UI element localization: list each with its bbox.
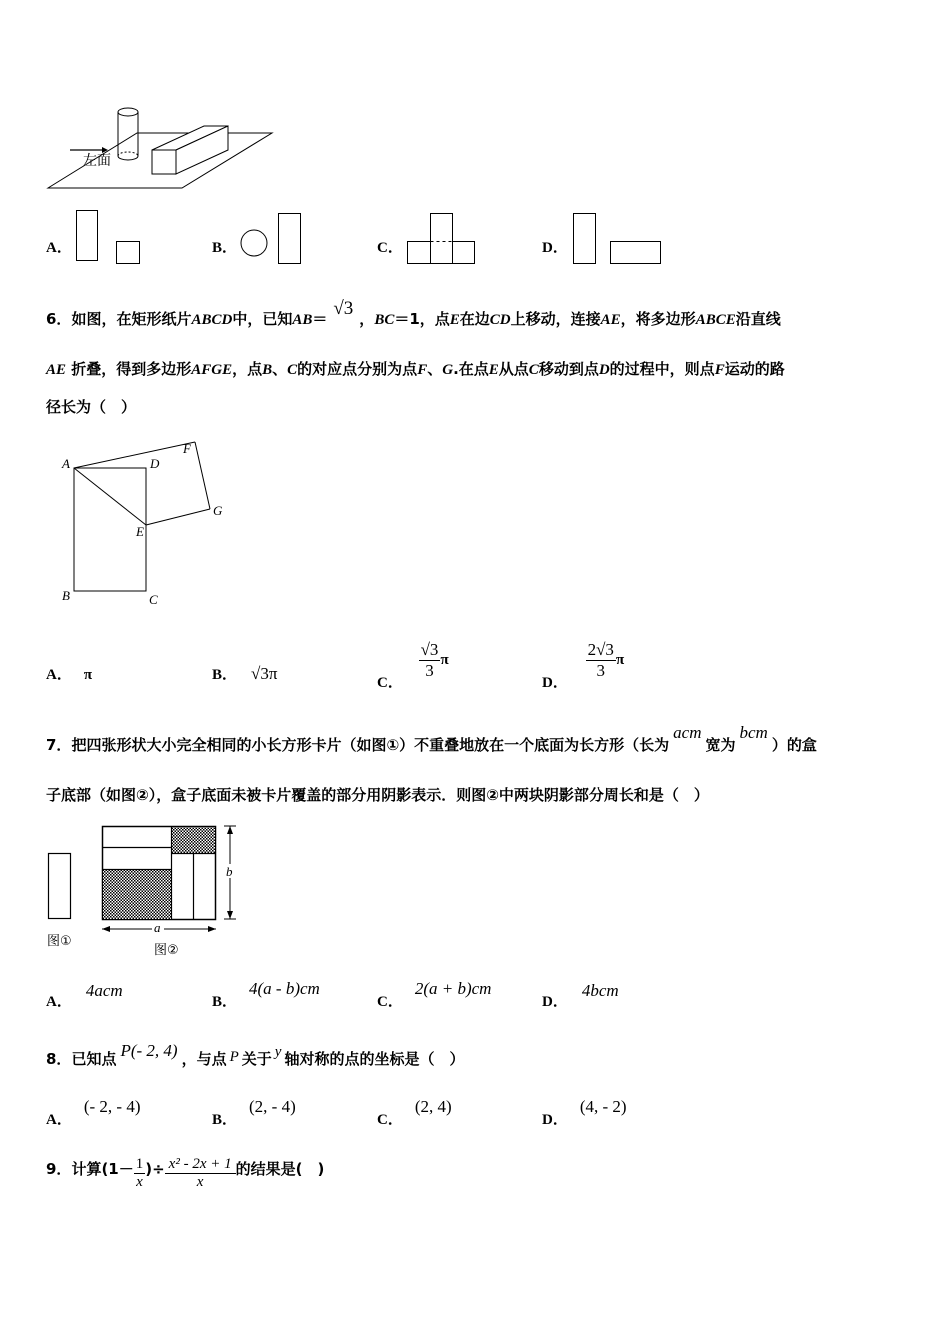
- q8-line: [46, 1041, 465, 1069]
- q5-option-a-label[interactable]: A．: [46, 240, 72, 256]
- q8-option-b-label: B．: [212, 1112, 238, 1128]
- q8-text: ，与点: [181, 1050, 227, 1068]
- q6-option-d-denominator: 3: [596, 661, 606, 680]
- q8-option-c[interactable]: [377, 1097, 452, 1129]
- q6-e: E: [488, 362, 499, 378]
- q7-figure1-caption: 图①: [47, 934, 72, 949]
- q6-label-d: D: [150, 456, 160, 471]
- q6-g: G: [442, 362, 454, 378]
- q6-line2: [46, 358, 785, 379]
- q8-option-a-value: (- 2, - 4): [83, 1097, 141, 1116]
- q6-option-b[interactable]: [212, 663, 277, 684]
- q6-option-c-denominator: 3: [425, 661, 434, 680]
- q7-option-d[interactable]: [542, 981, 619, 1011]
- q7-acm: acm: [673, 723, 702, 742]
- q6-option-a-label: A．: [46, 667, 72, 683]
- q6-text: 中，已知: [232, 310, 293, 328]
- q7-text: ）的盒: [771, 736, 817, 754]
- q6-abcd: ABCD: [191, 312, 233, 328]
- q6-text: ＝1，点: [394, 310, 450, 328]
- q7-option-b[interactable]: [212, 979, 320, 1011]
- q8-y: y: [274, 1044, 282, 1060]
- q8-option-b-value: (2, - 4): [249, 1097, 296, 1116]
- q7-option-d-value: 4bcm: [581, 981, 619, 1000]
- q8-number: 8．: [46, 1050, 72, 1068]
- q6-option-d-numerator: 2√3: [587, 640, 614, 659]
- q7-option-d-label: D．: [542, 994, 568, 1010]
- q6-abce: ABCE: [695, 312, 736, 328]
- q7-label-b: b: [226, 864, 233, 879]
- q6-label-b: B: [62, 588, 70, 603]
- q6-option-c-fraction: [419, 640, 441, 681]
- q6-text: .在点: [453, 360, 489, 378]
- q7-figure2-caption: 图②: [154, 943, 179, 958]
- q6-label-e: E: [136, 524, 144, 539]
- q9-fraction-1: [134, 1156, 146, 1191]
- q8-option-c-value: (2, 4): [414, 1097, 452, 1116]
- q8-option-a-label: A．: [46, 1112, 72, 1128]
- q6-bc: BC: [374, 312, 395, 328]
- q6-option-b-label: B．: [212, 667, 238, 683]
- q9-fraction-2-numerator: x² - 2x + 1: [165, 1156, 236, 1174]
- q6-option-a-value: π: [83, 667, 93, 683]
- q6-c: C: [287, 362, 298, 378]
- q6-text: 运动的路: [724, 360, 785, 378]
- q6-option-c[interactable]: [377, 640, 449, 691]
- q9-text: 的结果是( ): [235, 1160, 325, 1178]
- q7-line2: 子底部（如图②），盒子底面未被卡片覆盖的部分用阴影表示．则图②中两块阴影部分周长和是（ ）: [46, 786, 709, 804]
- q9-fraction-1-numerator: 1: [135, 1156, 144, 1172]
- q6-ab: AB: [292, 312, 313, 328]
- q7-figures: [44, 820, 254, 960]
- q8-option-a[interactable]: [46, 1097, 141, 1129]
- q6-f: F: [417, 362, 428, 378]
- q6-label-a: A: [62, 456, 70, 471]
- q9-line: [46, 1156, 324, 1191]
- q6-afge: AFGE: [191, 362, 233, 378]
- q6-sqrt3: √3: [333, 298, 354, 319]
- q6-text: 上移动，连接: [510, 310, 601, 328]
- q6-d: D: [598, 362, 610, 378]
- q6-text: 折叠，得到多边形: [66, 360, 192, 378]
- q5-option-c-label[interactable]: C．: [377, 240, 403, 256]
- q6-text: 沿直线: [735, 310, 781, 328]
- q8-text: 轴对称的点的坐标是（ ）: [284, 1050, 465, 1068]
- q6-label-g: G: [213, 503, 223, 518]
- q6-number: 6．: [46, 310, 72, 328]
- q6-fold-figure: [55, 435, 235, 615]
- q8-option-c-label: C．: [377, 1112, 403, 1128]
- q7-line1: [46, 723, 817, 755]
- q9-text: )÷: [145, 1160, 165, 1178]
- q6-text: ，: [359, 310, 375, 328]
- q8-option-d-value: (4, - 2): [579, 1097, 627, 1116]
- q6-text: 的对应点分别为点: [297, 360, 418, 378]
- q6-option-c-numerator: √3: [420, 640, 439, 659]
- q6-f: F: [714, 362, 725, 378]
- q7-text: 把四张形状大小完全相同的小长方形卡片（如图①）不重叠地放在一个底面为长方形（长为: [71, 736, 670, 754]
- q6-text: ＝: [312, 310, 328, 328]
- q9-text: 计算(1－: [71, 1160, 134, 1178]
- q7-text: 宽为: [705, 736, 736, 754]
- q9-fraction-1-denominator: x: [136, 1174, 143, 1190]
- q6-text: 移动到点: [538, 360, 599, 378]
- q6-line1: [46, 298, 781, 330]
- q5-option-b-label[interactable]: B．: [212, 240, 238, 256]
- q6-option-a[interactable]: [46, 663, 92, 684]
- q7-option-c-value: 2(a + b)cm: [414, 979, 492, 998]
- q7-label-a: a: [154, 920, 161, 935]
- q6-b: B: [262, 362, 273, 378]
- q9-number: 9．: [46, 1160, 72, 1178]
- q6-line3: 径长为（ ）: [46, 398, 137, 416]
- q5-option-d-label[interactable]: D．: [542, 240, 568, 256]
- q6-label-f: F: [183, 441, 191, 456]
- q6-c: C: [528, 362, 539, 378]
- q6-ae: AE: [600, 312, 621, 328]
- q9-fraction-2: [165, 1156, 236, 1191]
- q7-bcm: bcm: [739, 723, 768, 742]
- q8-option-d-label: D．: [542, 1112, 568, 1128]
- q6-option-d-pi: π: [615, 651, 625, 668]
- q5-solid-figure: [40, 100, 290, 195]
- q6-label-c: C: [149, 592, 158, 607]
- q7-number: 7．: [46, 736, 72, 754]
- q7-option-a-label: A．: [46, 994, 72, 1010]
- q7-option-b-label: B．: [212, 994, 238, 1010]
- q6-option-c-pi: π: [440, 651, 449, 668]
- q8-text: 已知点: [71, 1050, 117, 1068]
- q6-option-c-label: C．: [377, 674, 403, 691]
- q6-option-d-fraction: [586, 640, 616, 681]
- q6-text: ，将多边形: [620, 310, 696, 328]
- q8-option-b[interactable]: [212, 1097, 296, 1129]
- q6-text: ，点: [232, 360, 263, 378]
- q7-option-b-value: 4(a - b)cm: [249, 979, 320, 998]
- q5-option-b-drawing[interactable]: [240, 212, 306, 266]
- q6-option-b-value: √3π: [251, 664, 278, 683]
- q6-option-d[interactable]: [542, 640, 625, 691]
- q5-option-c-drawing[interactable]: [406, 212, 478, 266]
- q6-text: 、: [427, 360, 443, 378]
- q5-option-a-drawing[interactable]: [76, 210, 142, 266]
- q7-option-a-value: 4acm: [85, 981, 123, 1000]
- q7-option-c[interactable]: [377, 979, 492, 1011]
- q6-ae: AE: [46, 362, 67, 378]
- q5-figure-label: 左面: [83, 153, 111, 169]
- q7-option-c-label: C．: [377, 994, 403, 1010]
- q6-option-d-label: D．: [542, 674, 568, 691]
- q6-e: E: [449, 312, 460, 328]
- q6-text: 的过程中，则点: [609, 360, 715, 378]
- q6-text: 如图，在矩形纸片: [71, 310, 192, 328]
- q8-text: 关于: [241, 1050, 272, 1068]
- q5-option-d-drawing[interactable]: [572, 212, 664, 266]
- q6-text: 从点: [498, 360, 529, 378]
- q6-text: 在边: [459, 310, 490, 328]
- q7-option-a[interactable]: [46, 981, 123, 1011]
- q6-text: 、: [272, 360, 288, 378]
- q8-point: P(- 2, 4): [120, 1041, 178, 1060]
- q8-p: P: [229, 1049, 239, 1065]
- q8-option-d[interactable]: [542, 1097, 627, 1129]
- q6-cd: CD: [489, 312, 511, 328]
- q9-fraction-2-denominator: x: [196, 1174, 204, 1190]
